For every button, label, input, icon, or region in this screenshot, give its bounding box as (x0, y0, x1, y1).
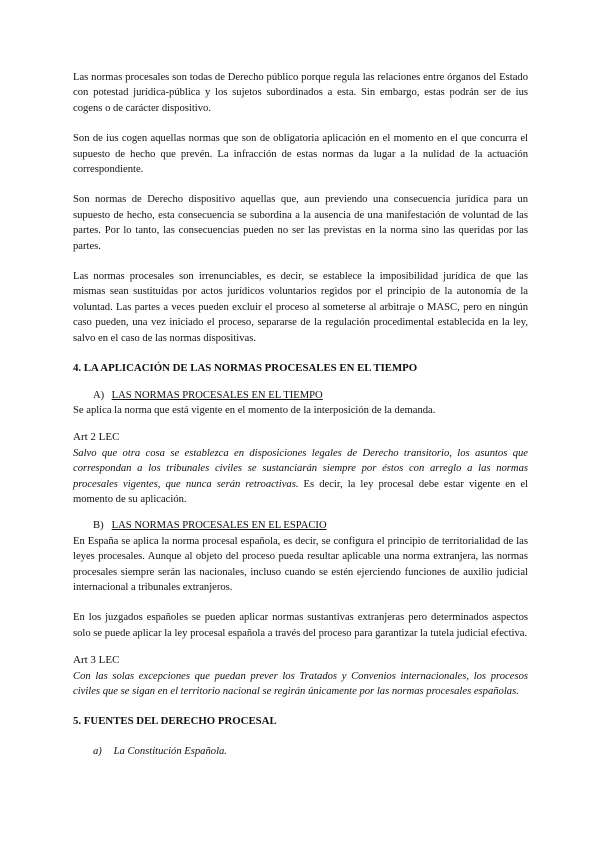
subsection-b-title: LAS NORMAS PROCESALES EN EL ESPACIO (111, 520, 327, 532)
article-3-quote: Con las solas excepciones que puedan prever los Tratados y Convenios internacionales, los procesos civiles que se sigan en el territorio nacional se regirán únicamente por las normas procesales españolas. (73, 670, 528, 697)
list-item-a-text: La Constitución Española. (113, 745, 227, 757)
subsection-a-letter: A) (93, 389, 105, 401)
paragraph-ius-cogens: Son de ius cogen aquellas normas que son de obligatoria aplicación en el momento en el que concurra el supuesto de hecho que prevén. La infracción de estas normas da lugar a la nulidad de la actuación correspondiente. (73, 133, 528, 176)
subsection-b-text-territoriality: En España se aplica la norma procesal española, es decir, se configura el principio de territorialidad de las leyes procesales. Aunque al objeto del proceso pueda resultar aplicable una norma extranjera, las normas procesales siempre serán las nacionales, incluso cuando se estén ejerciendo funciones de auxilio judicial internacional a tribunales extranjeros. (73, 535, 528, 593)
document-body (73, 70, 528, 759)
section-5-title: 5. FUENTES DEL DERECHO PROCESAL (73, 715, 277, 728)
subsection-b-letter: B) (93, 520, 104, 532)
paragraph-irrenunciable: Las normas procesales son irrenunciables, es decir, se establece la imposibilidad jurídica de que las mismas sean sustituidas por actos jurídicos voluntarios regidos por el principio de la autonomía de la voluntad. Las partes a veces pueden excluir el proceso al someterse al arbitraje o MASC, pero en ningún caso pueden, una vez iniciado el proceso, separarse de la regulación procedimental establecida en la ley, salvo en el caso de las normas dispositivas. (73, 271, 528, 344)
section-4-title: 4. LA APLICACIÓN DE LAS NORMAS PROCESALES EN EL TIEMPO (73, 362, 418, 375)
subsection-a-heading (73, 388, 528, 403)
article-2-paragraph (73, 446, 528, 508)
article-2-comment: Es decir, la ley procesal debe estar vigente en el momento de su aplicación. (73, 478, 528, 505)
paragraph-dispositive-law: Son normas de Derecho dispositivo aquellas que, aun previendo una consecuencia jurídica para un supuesto de hecho, esta consecuencia se subordina a la ausencia de una manifestación de voluntad de las partes. Por lo tanto, las consecuencias pueden no ser las previstas en la norma sino las queridas por las partes. (73, 194, 528, 252)
article-3-label: Art 3 LEC (73, 654, 120, 667)
subsection-b-text-foreign-norms: En los juzgados españoles se pueden aplicar normas sustantivas extranjeras pero determinados aspectos solo se puede aplicar la ley procesal española a través del proceso para garantizar la tutela judicial efectiva. (73, 612, 528, 639)
list-item-a-letter: a) (93, 745, 102, 757)
subsection-a-text: Se aplica la norma que está vigente en el momento de la interposición de la demanda. (73, 404, 436, 416)
subsection-a-title: LAS NORMAS PROCESALES EN EL TIEMPO (111, 389, 323, 401)
paragraph-public-law: Las normas procesales son todas de Derecho público porque regula las relaciones entre órganos del Estado con potestad jurídica-pública y los sujetos subordinados a esta. Sin embargo, estas podrán ser de ius cogens o de carácter dispositivo. (73, 72, 528, 114)
article-2-quote: Salvo que otra cosa se establezca en disposiciones legales de Derecho transitorio, los asuntos que correspondan a los tribunales civiles se sustanciarán siempre por éstos con arreglo a las normas procesales vigentes, que nunca serán retroactivas. (73, 447, 528, 490)
article-2-label: Art 2 LEC (73, 431, 120, 444)
list-item-constitution (73, 744, 528, 759)
subsection-b-heading (73, 518, 528, 533)
